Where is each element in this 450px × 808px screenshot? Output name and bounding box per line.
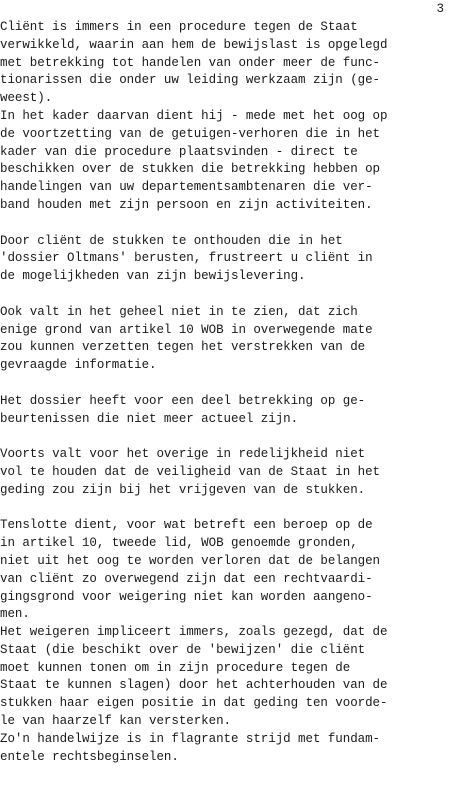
- text-line: weest).: [0, 91, 53, 106]
- text-line: de voortzetting van de getuigen-verhoren die in het: [0, 126, 381, 141]
- text-line: niet uit het oog te worden verloren dat de belangen: [0, 553, 381, 568]
- text-line: Het weigeren impliceert immers, zoals gezegd, dat de: [0, 625, 388, 640]
- text-line: band houden met zijn persoon en zijn activiteiten.: [0, 197, 373, 212]
- text-line: In het kader daarvan dient hij - mede met het oog op: [0, 108, 388, 123]
- paragraph-legal-principles: [0, 731, 448, 767]
- paragraph-gap: [0, 215, 448, 233]
- letter-body: [0, 19, 448, 766]
- text-line: Het dossier heeft voor een deel betrekking op ge-: [0, 393, 366, 408]
- paragraph-article-10: [0, 304, 448, 375]
- text-line: de mogelijkheden van zijn bewijslevering.: [0, 269, 306, 284]
- paragraph-gap: [0, 286, 448, 304]
- text-line: vol te houden dat de veiligheid van de Staat in het: [0, 464, 381, 479]
- paragraph-gap: [0, 375, 448, 393]
- text-line: 'dossier Oltmans' berusten, frustreert u cliënt in: [0, 251, 373, 266]
- paragraph-second-member: [0, 517, 448, 624]
- page-number: 3: [436, 2, 444, 16]
- text-line: Staat (die beschikt over de 'bewijzen' die cliënt: [0, 642, 366, 657]
- paragraph-not-current: [0, 393, 448, 429]
- text-line: met betrekking tot handelen van onder meer de func-: [0, 55, 381, 70]
- text-line: Voorts valt voor het overige in redelijkheid niet: [0, 447, 366, 462]
- text-line: moet kunnen tonen om in zijn procedure tegen de: [0, 660, 351, 675]
- paragraph-gap: [0, 428, 448, 446]
- text-line: Tenslotte dient, voor wat betreft een beroep op de: [0, 518, 373, 533]
- text-line: Zo'n handelwijze is in flagrante strijd met fundam-: [0, 731, 381, 746]
- text-line: tionarissen die onder uw leiding werkzaam zijn (ge-: [0, 73, 381, 88]
- text-line: beschikken over de stukken die betrekking hebben op: [0, 162, 381, 177]
- text-line: beurtenissen die niet meer actueel zijn.: [0, 411, 299, 426]
- text-line: Door cliënt de stukken te onthouden die in het: [0, 233, 343, 248]
- text-line: gevraagde informatie.: [0, 358, 157, 373]
- text-line: Cliënt is immers in een procedure tegen de Staat: [0, 20, 358, 34]
- text-line: kader van die procedure plaatsvinden - direct te: [0, 144, 358, 159]
- paragraph-state-security: [0, 446, 448, 499]
- text-line: geding zou zijn bij het vrijgeven van de stukken.: [0, 482, 366, 497]
- text-line: van cliënt zo overwegend zijn dat een rechtvaardi-: [0, 571, 373, 586]
- paragraph-burden-of-proof: [0, 19, 448, 108]
- text-line: zou kunnen verzetten tegen het verstrekken van de: [0, 340, 366, 355]
- text-line: entele rechtsbeginselen.: [0, 749, 179, 764]
- text-line: Staat te kunnen slagen) door het achterhouden van de: [0, 678, 388, 693]
- text-line: Ook valt in het geheel niet in te zien, dat zich: [0, 304, 358, 319]
- paragraph-gap: [0, 500, 448, 518]
- text-line: verwikkeld, waarin aan hem de bewijslast is opgelegd: [0, 37, 388, 52]
- text-line: le van haarzelf kan versterken.: [0, 714, 231, 729]
- paragraph-dossier-oltmans: [0, 233, 448, 286]
- text-line: men.: [0, 607, 30, 622]
- text-line: in artikel 10, tweede lid, WOB genoemde gronden,: [0, 536, 358, 551]
- paragraph-refusal-implies: [0, 624, 448, 731]
- text-line: gingsgrond voor weigering niet kan worden aangeno-: [0, 589, 373, 604]
- text-line: enige grond van artikel 10 WOB in overwegende mate: [0, 322, 373, 337]
- text-line: stukken haar eigen positie in dat geding ten voorde-: [0, 696, 388, 711]
- text-line: handelingen van uw departementsambtenaren die ver-: [0, 180, 373, 195]
- paragraph-witness-hearings: [0, 108, 448, 215]
